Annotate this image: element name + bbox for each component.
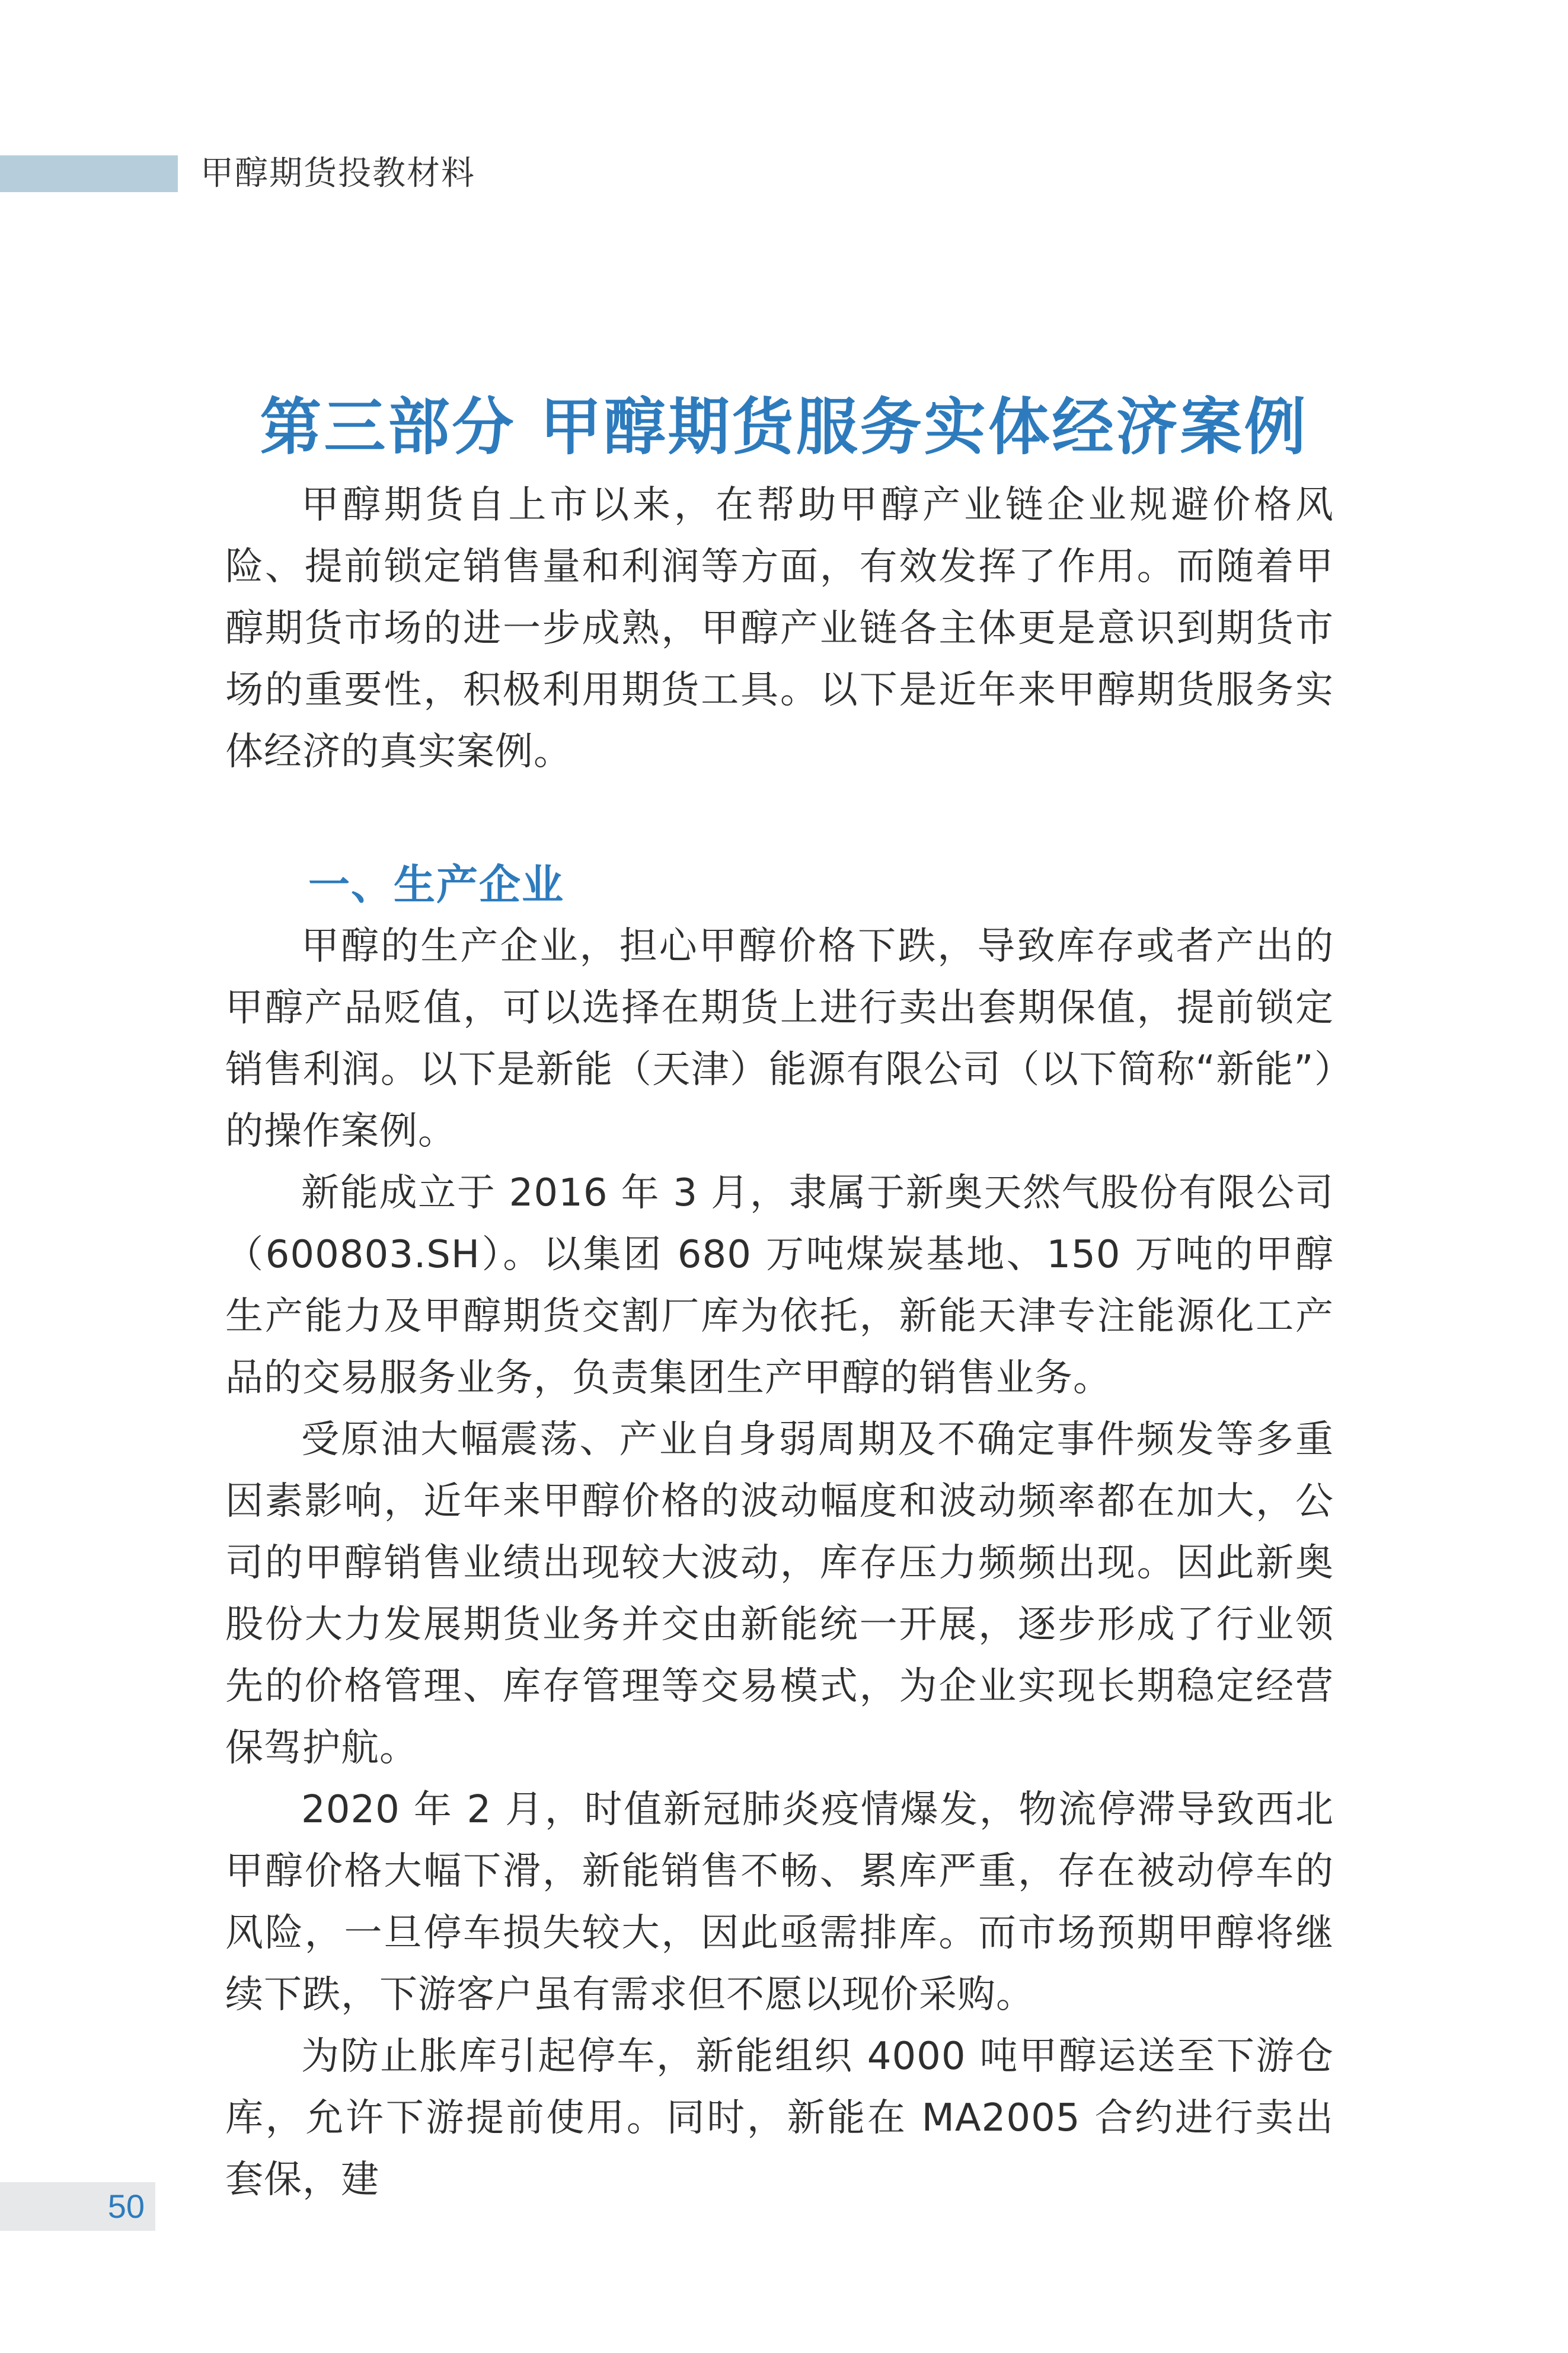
page-title: 第三部分 甲醇期货服务实体经济案例 xyxy=(260,390,1308,463)
section-heading: 一、生产企业 xyxy=(308,860,564,909)
body-paragraph-1: 甲醇的生产企业，担心甲醇价格下跌，导致库存或者产出的甲醇产品贬值，可以选择在期货上进行卖出套期保值，提前锁定销售利润。以下是新能（天津）能源有限公司（以下简称“新能”）的操作案例。 xyxy=(225,924,1334,1153)
body-paragraph-3: 受原油大幅震荡、产业自身弱周期及不确定事件频发等多重因素影响，近年来甲醇价格的波动幅度和波动频率都在加大，公司的甲醇销售业绩出现较大波动，库存压力频频出现。因此新奥股份大力发展期货业务并交由新能统一开展，逐步形成了行业领先的价格管理、库存管理等交易模式，为企业实现长期稳定经营保驾护航。 xyxy=(225,1418,1334,1770)
body-paragraph-5: 为防止胀库引起停车，新能组织 4000 吨甲醇运送至下游仓库，允许下游提前使用。同时，新能在 MA2005 合约进行卖出套保，建 xyxy=(225,2035,1334,2202)
page-number: 50 xyxy=(107,2188,145,2225)
body-paragraph-4: 2020 年 2 月，时值新冠肺炎疫情爆发，物流停滞导致西北甲醇价格大幅下滑，新能销售不畅、累库严重，存在被动停车的风险，一旦停车损失较大，因此亟需排库。而市场预期甲醇将继续下跌，下游客户虽有需求但不愿以现价采购。 xyxy=(225,1788,1334,2017)
intro-paragraph: 甲醇期货自上市以来，在帮助甲醇产业链企业规避价格风险、提前锁定销售量和利润等方面，有效发挥了作用。而随着甲醇期货市场的进一步成熟，甲醇产业链各主体更是意识到期货市场的重要性，积极利用期货工具。以下是近年来甲醇期货服务实体经济的真实案例。 xyxy=(225,483,1334,774)
section-spacer xyxy=(225,783,1334,854)
body-paragraph-2: 新能成立于 2016 年 3 月，隶属于新奥天然气股份有限公司（600803.SH）。以集团 680 万吨煤炭基地、150 万吨的甲醇生产能力及甲醇期货交割厂库为依托，新能天津专注能源化工产品的交易服务业务，负责集团生产甲醇的销售业务。 xyxy=(225,1171,1334,1400)
header-title: 甲醇期货投教材料 xyxy=(200,154,475,193)
header-accent-bar xyxy=(0,155,178,192)
main-content xyxy=(225,474,1334,2211)
